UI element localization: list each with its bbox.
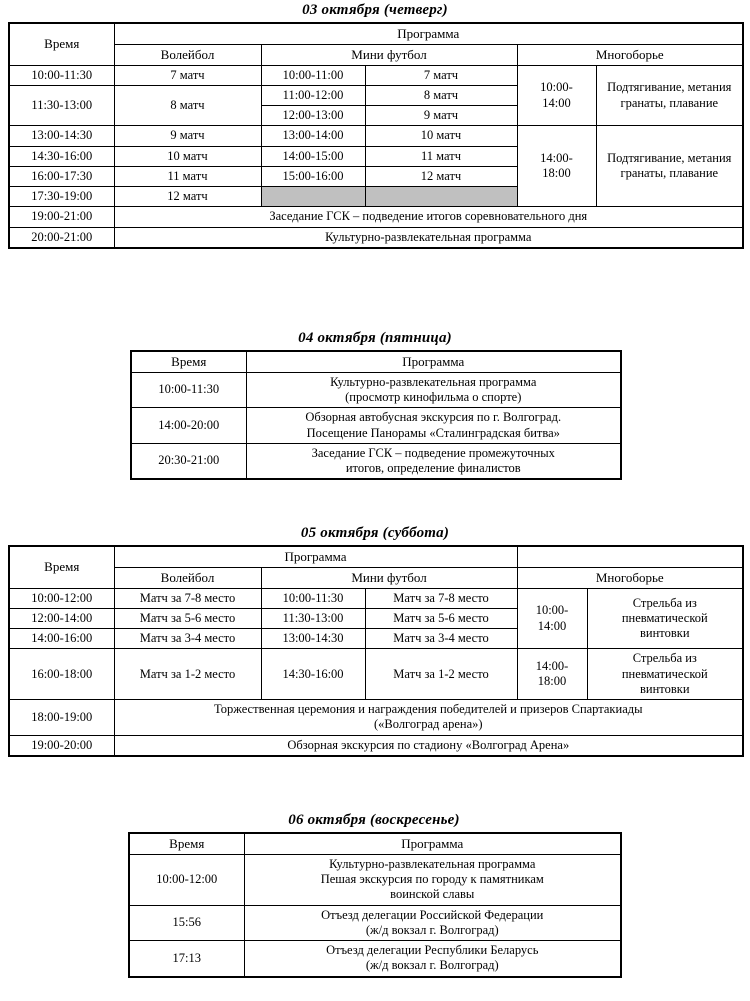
cell-event-text: Культурно-развлекательная программа: [114, 227, 743, 248]
header-spacer: [517, 546, 743, 567]
header-program: Программа: [244, 833, 621, 854]
day-block-06-october: [128, 812, 620, 978]
day-block-04-october: [130, 330, 620, 480]
table-header-row: [129, 833, 621, 854]
cell-event-text: Обзорная экскурсия по стадиону «Волгоград Арена»: [114, 735, 743, 756]
cell-allaround-text: Подтягивание, метания гранаты, плавание: [596, 126, 743, 207]
cell-time: 10:00-11:30: [131, 372, 246, 408]
table-row-footer: [9, 735, 743, 756]
schedule-table-03-october: [8, 22, 744, 249]
cell-empty-shaded: [261, 187, 365, 207]
table-row: [9, 65, 743, 85]
table-row: [129, 905, 621, 941]
header-volleyball: Волейбол: [114, 567, 261, 588]
cell-minifootball-time: 14:00-15:00: [261, 146, 365, 166]
cell-volleyball-match: 12 матч: [114, 187, 261, 207]
header-program: Программа: [114, 546, 517, 567]
cell-volleyball-match: 11 матч: [114, 166, 261, 186]
cell-event-text: Обзорная автобусная экскурсия по г. Волгоград. Посещение Панорамы «Сталинградская битва»: [246, 408, 621, 444]
header-allaround: Многоборье: [517, 567, 743, 588]
schedule-table-04-october: [130, 350, 622, 480]
cell-allaround-time: 14:00- 18:00: [517, 649, 587, 700]
schedule-table-05-october: [8, 545, 744, 757]
cell-minifootball-match: 12 матч: [365, 166, 517, 186]
cell-minifootball-time: 10:00-11:00: [261, 65, 365, 85]
cell-empty-shaded: [365, 187, 517, 207]
cell-time: 19:00-20:00: [9, 735, 114, 756]
cell-time: 15:56: [129, 905, 244, 941]
header-program: Программа: [114, 23, 743, 44]
table-row-footer: [9, 207, 743, 227]
cell-minifootball-match: 7 матч: [365, 65, 517, 85]
header-minifootball: Мини футбол: [261, 44, 517, 65]
cell-time: 14:30-16:00: [9, 146, 114, 166]
table-subheader-row: [9, 567, 743, 588]
cell-time: 10:00-11:30: [9, 65, 114, 85]
cell-allaround-text: Стрельба из пневматической винтовки: [587, 588, 743, 649]
table-row: [9, 126, 743, 146]
header-minifootball: Мини футбол: [261, 567, 517, 588]
table-subheader-row: [9, 44, 743, 65]
cell-minifootball-time: 13:00-14:30: [261, 629, 365, 649]
schedule-table-06-october: [128, 832, 622, 978]
cell-time: 16:00-18:00: [9, 649, 114, 700]
cell-minifootball-time: 10:00-11:30: [261, 588, 365, 608]
cell-minifootball-match: Матч за 1-2 место: [365, 649, 517, 700]
cell-time: 12:00-14:00: [9, 608, 114, 628]
cell-minifootball-match: Матч за 7-8 место: [365, 588, 517, 608]
cell-event-text: Отъезд делегации Республики Беларусь (ж/д вокзал г. Волгоград): [244, 941, 621, 977]
cell-volleyball-match: Матч за 5-6 место: [114, 608, 261, 628]
cell-minifootball-match: 11 матч: [365, 146, 517, 166]
cell-time: 13:00-14:30: [9, 126, 114, 146]
cell-event-text: Культурно-развлекательная программа Пешая экскурсия по городу к памятникам воинской славы: [244, 854, 621, 905]
table-header-row: [9, 546, 743, 567]
table-header-row: [9, 23, 743, 44]
header-time: Время: [9, 23, 114, 65]
cell-time: 19:00-21:00: [9, 207, 114, 227]
day-block-05-october: [8, 525, 742, 757]
cell-time: 11:30-13:00: [9, 85, 114, 126]
cell-time: 17:30-19:00: [9, 187, 114, 207]
cell-minifootball-time: 11:30-13:00: [261, 608, 365, 628]
cell-event-text: Отъезд делегации Российской Федерации (ж/д вокзал г. Волгоград): [244, 905, 621, 941]
cell-volleyball-match: 9 матч: [114, 126, 261, 146]
cell-volleyball-match: Матч за 1-2 место: [114, 649, 261, 700]
cell-event-text: Заседание ГСК – подведение промежуточных итогов, определение финалистов: [246, 443, 621, 479]
table-row: [131, 408, 621, 444]
table-row: [129, 854, 621, 905]
table-row: [9, 649, 743, 700]
cell-minifootball-time: 14:30-16:00: [261, 649, 365, 700]
day-title-06-october: 06 октября (воскресенье): [288, 812, 460, 828]
cell-minifootball-time: 15:00-16:00: [261, 166, 365, 186]
cell-time: 14:00-20:00: [131, 408, 246, 444]
header-allaround: Многоборье: [517, 44, 743, 65]
day-title-04-october: 04 октября (пятница): [298, 330, 452, 346]
cell-allaround-text: Подтягивание, метания гранаты, плавание: [596, 65, 743, 126]
cell-time: 16:00-17:30: [9, 166, 114, 186]
cell-event-text: Культурно-развлекательная программа (просмотр кинофильма о спорте): [246, 372, 621, 408]
table-row: [129, 941, 621, 977]
day-title-03-october: 03 октября (четверг): [302, 2, 448, 18]
cell-time: 20:30-21:00: [131, 443, 246, 479]
cell-minifootball-time: 12:00-13:00: [261, 106, 365, 126]
table-row-footer: [9, 700, 743, 736]
cell-minifootball-match: 9 матч: [365, 106, 517, 126]
cell-minifootball-time: 13:00-14:00: [261, 126, 365, 146]
cell-volleyball-match: Матч за 7-8 место: [114, 588, 261, 608]
cell-minifootball-match: 10 матч: [365, 126, 517, 146]
cell-volleyball-match: 7 матч: [114, 65, 261, 85]
table-row: [131, 443, 621, 479]
table-header-row: [131, 351, 621, 372]
cell-allaround-text: Стрельба из пневматической винтовки: [587, 649, 743, 700]
table-row: [9, 588, 743, 608]
cell-minifootball-match: 8 матч: [365, 85, 517, 105]
cell-allaround-time: 10:00- 14:00: [517, 588, 587, 649]
header-time: Время: [129, 833, 244, 854]
cell-time: 17:13: [129, 941, 244, 977]
cell-minifootball-time: 11:00-12:00: [261, 85, 365, 105]
table-row-footer: [9, 227, 743, 248]
day-title-05-october: 05 октября (суббота): [300, 525, 450, 541]
cell-minifootball-match: Матч за 3-4 место: [365, 629, 517, 649]
header-time: Время: [9, 546, 114, 588]
cell-time: 10:00-12:00: [129, 854, 244, 905]
cell-time: 14:00-16:00: [9, 629, 114, 649]
header-program: Программа: [246, 351, 621, 372]
cell-allaround-time: 10:00- 14:00: [517, 65, 596, 126]
cell-time: 20:00-21:00: [9, 227, 114, 248]
cell-minifootball-match: Матч за 5-6 место: [365, 608, 517, 628]
cell-allaround-time: 14:00- 18:00: [517, 126, 596, 207]
cell-event-text: Заседание ГСК – подведение итогов соревновательного дня: [114, 207, 743, 227]
cell-time: 10:00-12:00: [9, 588, 114, 608]
cell-time: 18:00-19:00: [9, 700, 114, 736]
cell-volleyball-match: Матч за 3-4 место: [114, 629, 261, 649]
cell-volleyball-match: 10 матч: [114, 146, 261, 166]
header-time: Время: [131, 351, 246, 372]
table-row: [131, 372, 621, 408]
cell-volleyball-match: 8 матч: [114, 85, 261, 126]
header-volleyball: Волейбол: [114, 44, 261, 65]
day-block-03-october: [8, 2, 742, 249]
cell-event-text: Торжественная церемония и награждения победителей и призеров Спартакиады («Волгоград арена»): [114, 700, 743, 736]
